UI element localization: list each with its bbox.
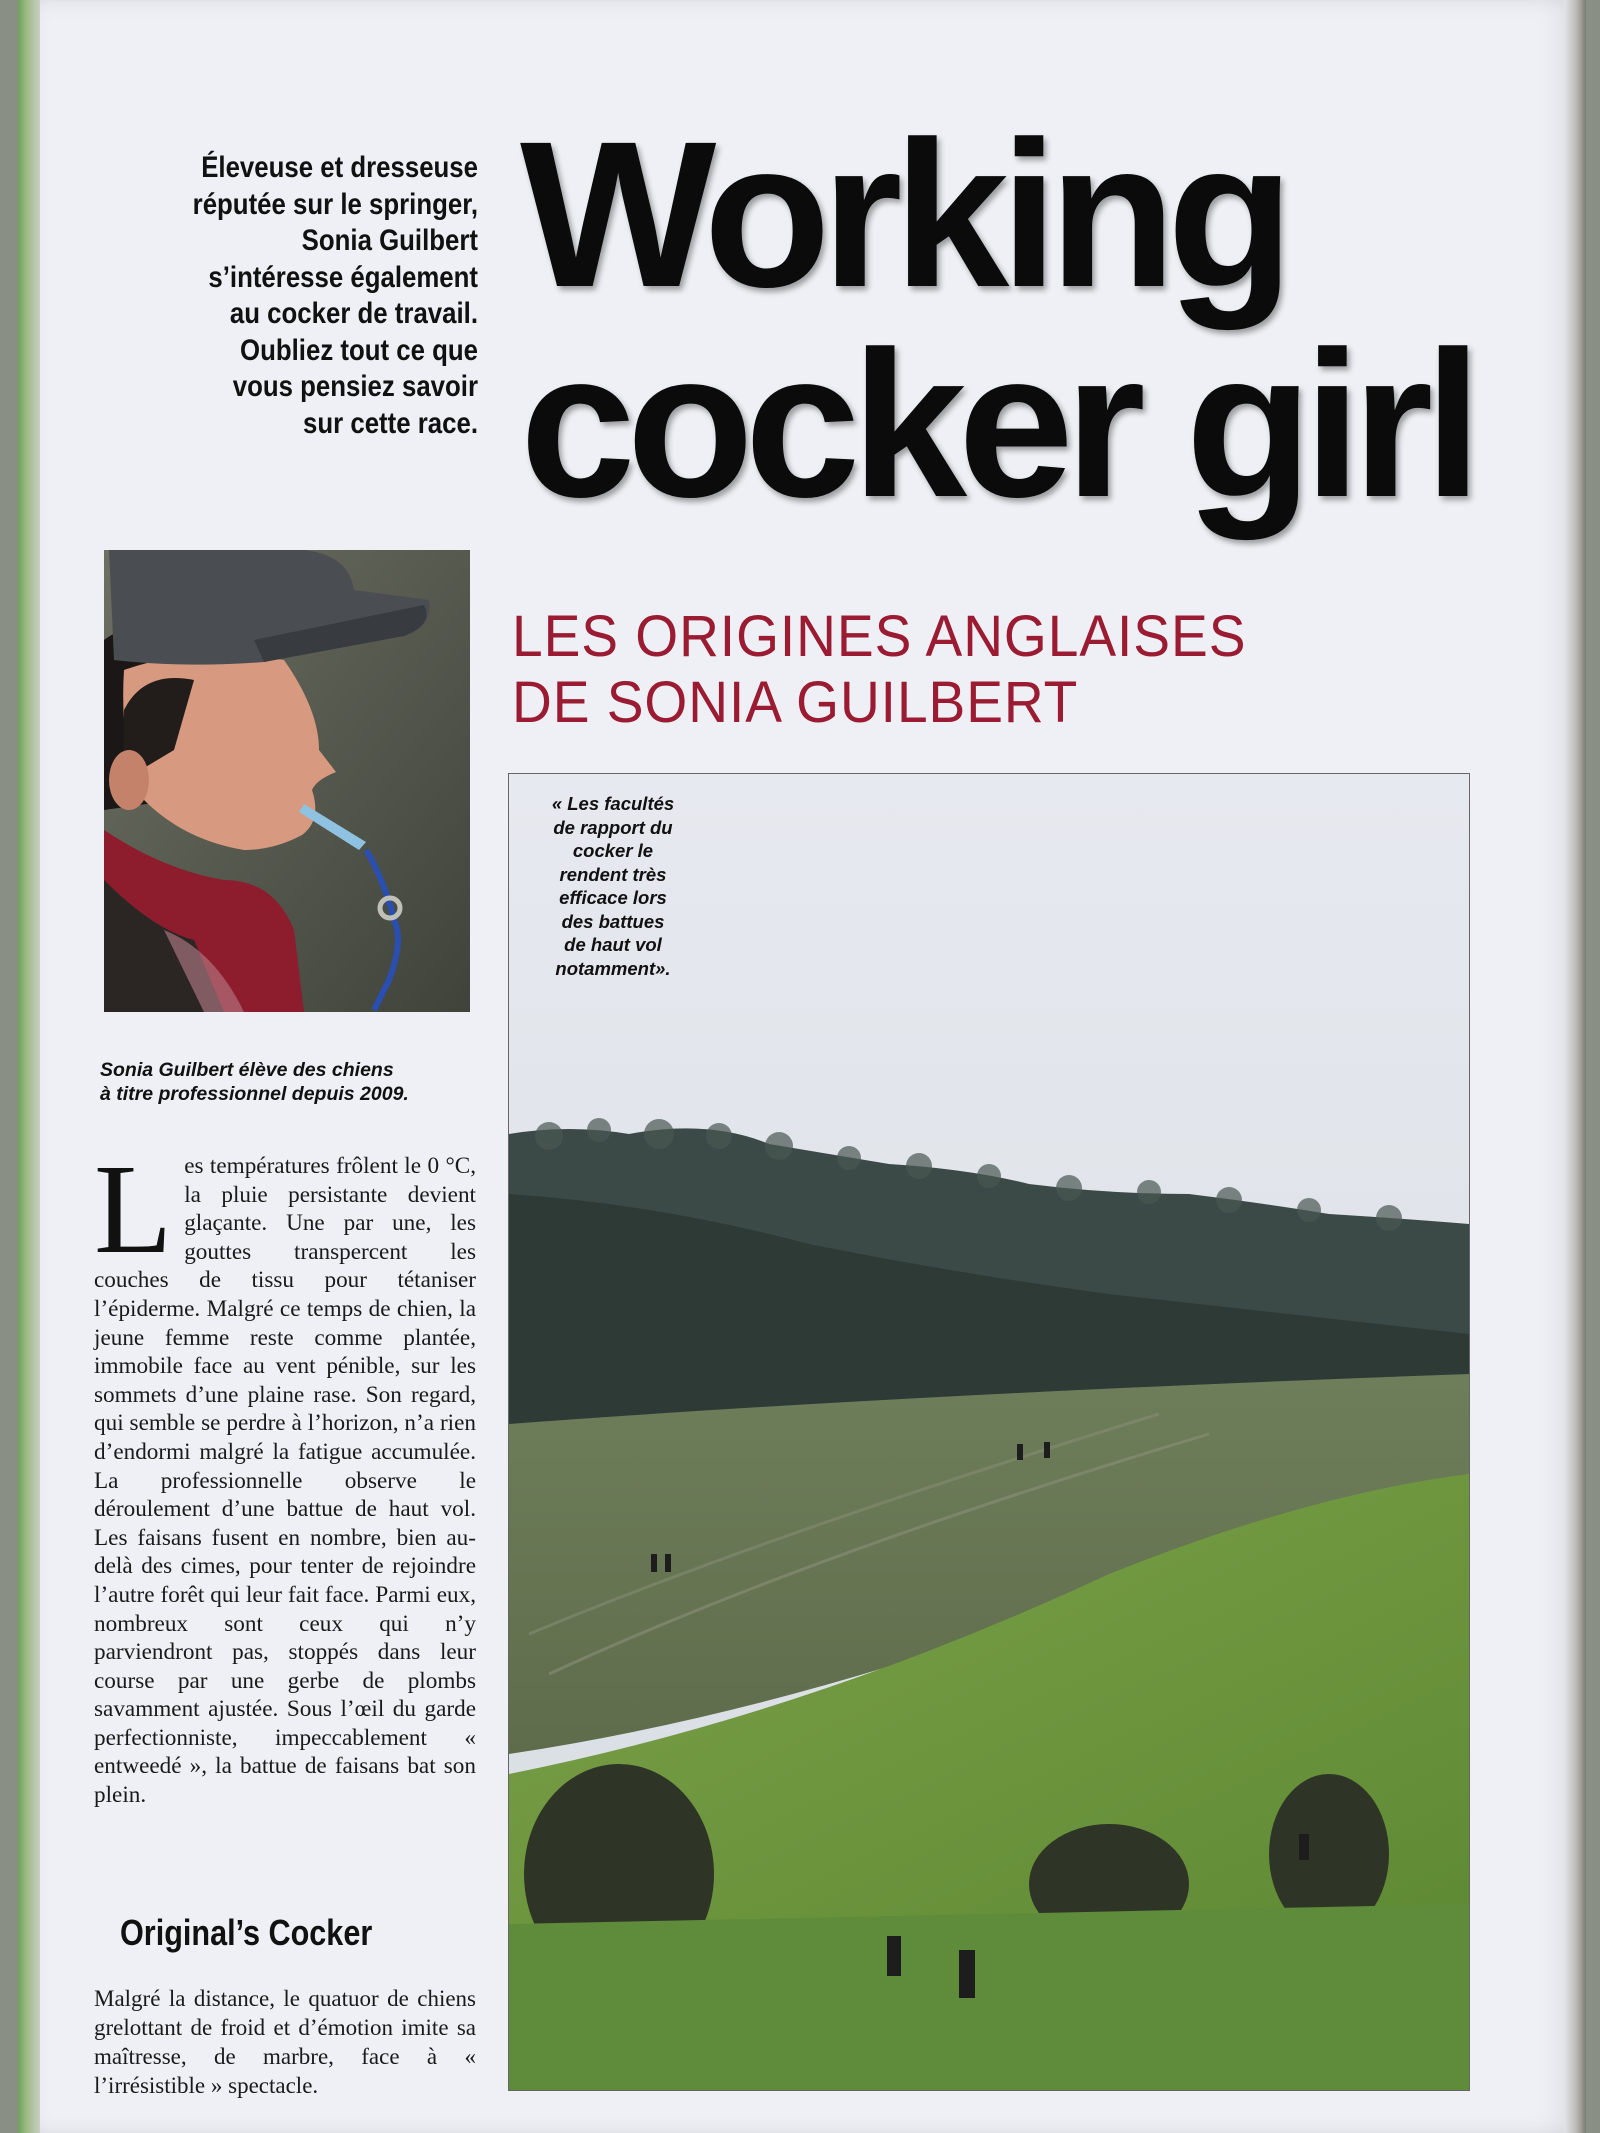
drop-cap: L — [94, 1138, 173, 1280]
portrait-illustration — [104, 550, 470, 1012]
body-paragraph-2: Malgré la distance, le quatuor de chiens grelottant de froid et d’émotion imite sa maîtresse, de marbre, face à « l’irrésistible » spectacle. — [94, 1986, 476, 2098]
portrait-caption: Sonia Guilbert élève des chiens à titre professionnel depuis 2009. — [100, 1059, 409, 1105]
article-subheadline: LES ORIGINES ANGLAISES DE SONIA GUILBERT — [512, 604, 1247, 735]
section-heading: Original’s Cocker — [120, 1912, 373, 1953]
photo-pull-quote: « Les facultés de rapport du cocker le rendent très efficace lors des battues de haut vol notamment». — [551, 793, 675, 979]
article-headline: Working cocker girl — [520, 99, 1474, 541]
page-edge-right — [1564, 0, 1586, 2133]
portrait-photo — [104, 550, 470, 1012]
article-intro: Éleveuse et dresseuse réputée sur le springer, Sonia Guilbert s’intéresse également au cocker de travail. Oubliez tout ce que vous pensiez savoir sur cette race. — [192, 151, 478, 440]
article-body — [94, 1138, 476, 1810]
page-edge-left — [18, 0, 40, 2133]
body-paragraph-1: es températures frôlent le 0 °C, la pluie persistante devient glaçante. Une par une, les gouttes transpercent les couches de tissu pour tétaniser l’épiderme. Malgré ce temps de chien, la jeune femme reste comme plantée, immobile face au vent pénible, sur les sommets d’une plaine rase. Son regard, qui semble se perdre à l’horizon, n’a rien d’endormi malgré la fatigue accumulée. La professionnelle observe le déroulement d’une battue de haut vol. Les faisans fusent en nombre, bien au-delà des cimes, pour tenter de rejoindre l’autre forêt qui leur fait face. Parmi eux, nombreux sont ceux qui n’y parviendront pas, stoppés dans leur course par une gerbe de plombs savamment ajustée. Sous l’œil du garde perfectionniste, impeccablement « entweedé », la battue de faisans bat son plein. — [94, 1153, 476, 1809]
